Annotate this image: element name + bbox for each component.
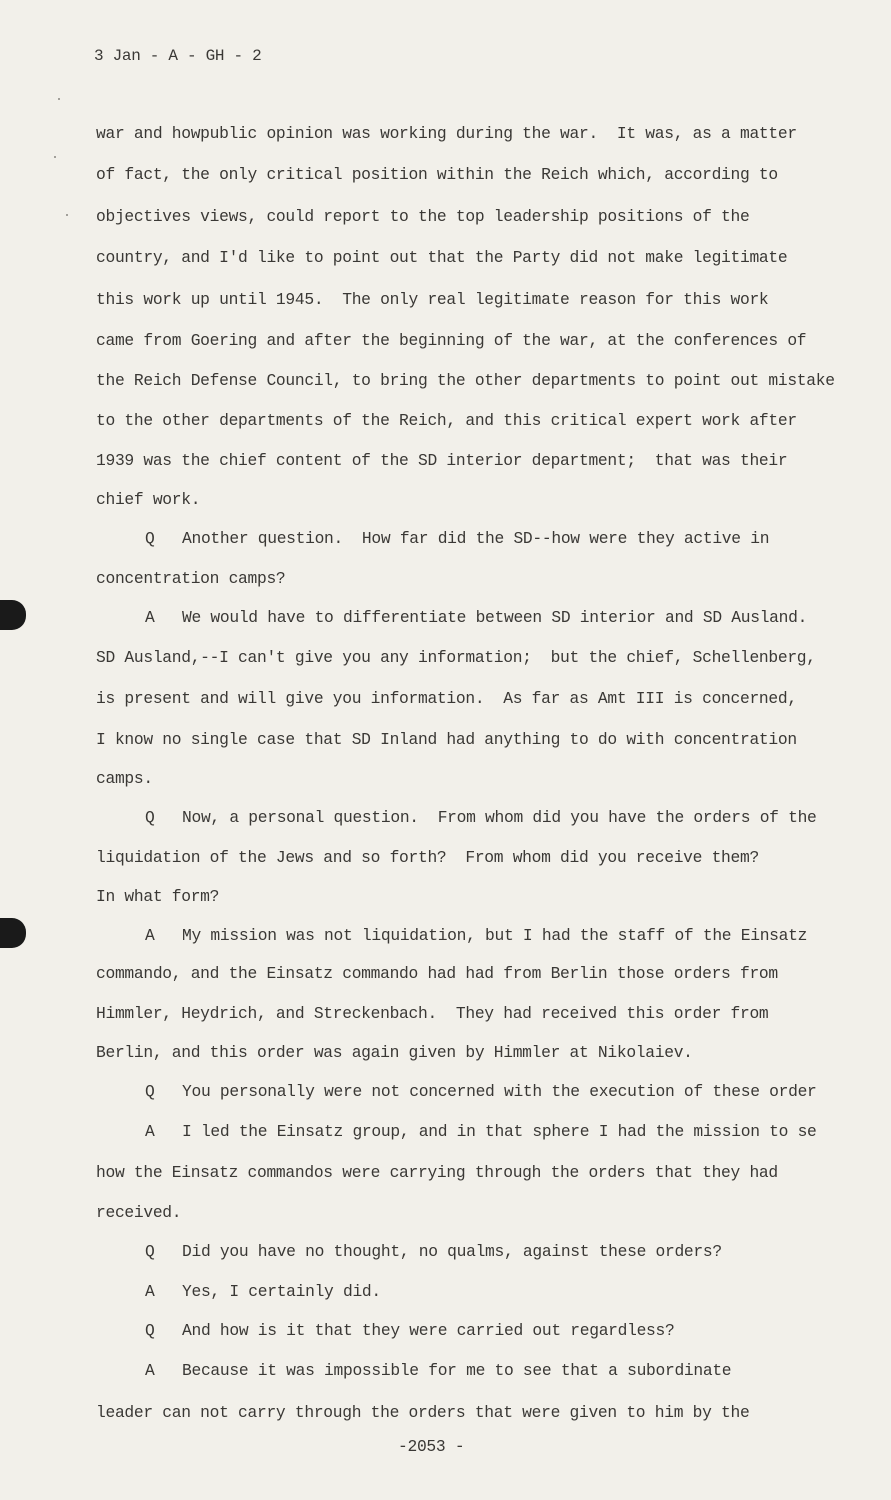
punch-hole: [0, 600, 26, 630]
answer-line: [145, 926, 807, 946]
speaker-label: A: [145, 1361, 155, 1380]
text-line: received.: [96, 1203, 182, 1222]
text-line: commando, and the Einsatz commando had had from Berlin those orders from: [96, 964, 778, 983]
text-line: how the Einsatz commandos were carrying through the orders that they had: [96, 1163, 778, 1182]
qa-text: Because it was impossible for me to see that a subordinate: [182, 1361, 732, 1380]
qa-text: You personally were not concerned with the execution of these order: [182, 1082, 817, 1101]
qa-text: Yes, I certainly did.: [182, 1282, 381, 1301]
text-line: I know no single case that SD Inland had anything to do with concentration: [96, 730, 797, 749]
speaker-label: A: [145, 608, 155, 627]
text-line: the Reich Defense Council, to bring the other departments to point out mistake: [96, 371, 835, 390]
qa-text: Now, a personal question. From whom did you have the orders of the: [182, 808, 817, 827]
answer-line: [145, 608, 807, 628]
paper-speck: [58, 98, 60, 100]
text-line: this work up until 1945. The only real legitimate reason for this work: [96, 290, 769, 309]
text-line: objectives views, could report to the top leadership positions of the: [96, 207, 750, 226]
page-number: -2053 -: [398, 1437, 465, 1456]
text-line: liquidation of the Jews and so forth? From whom did you receive them?: [96, 848, 759, 867]
question-line: [145, 808, 817, 828]
text-line: 1939 was the chief content of the SD interior department; that was their: [96, 451, 788, 470]
speaker-label: Q: [145, 1242, 155, 1261]
question-line: [145, 1242, 722, 1262]
question-line: [145, 1321, 674, 1341]
qa-text: Another question. How far did the SD--how were they active in: [182, 529, 770, 548]
text-line: In what form?: [96, 887, 220, 906]
qa-text: And how is it that they were carried out regardless?: [182, 1321, 675, 1340]
text-line: SD Ausland,--I can't give you any information; but the chief, Schellenberg,: [96, 648, 816, 667]
qa-text: Did you have no thought, no qualms, against these orders?: [182, 1242, 722, 1261]
qa-text: I led the Einsatz group, and in that sphere I had the mission to se: [182, 1122, 817, 1141]
speaker-label: A: [145, 1122, 155, 1141]
text-line: is present and will give you information. As far as Amt III is concerned,: [96, 689, 797, 708]
speaker-label: Q: [145, 808, 155, 827]
text-line: war and howpublic opinion was working during the war. It was, as a matter: [96, 124, 797, 143]
page-header: 3 Jan - A - GH - 2: [94, 47, 262, 65]
text-line: camps.: [96, 769, 153, 788]
qa-text: My mission was not liquidation, but I had the staff of the Einsatz: [182, 926, 808, 945]
qa-text: We would have to differentiate between SD interior and SD Ausland.: [182, 608, 808, 627]
paper-speck: [66, 214, 68, 216]
punch-hole: [0, 918, 26, 948]
paper-speck: [54, 156, 56, 158]
text-line: came from Goering and after the beginning of the war, at the conferences of: [96, 331, 807, 350]
speaker-label: A: [145, 1282, 155, 1301]
speaker-label: A: [145, 926, 155, 945]
speaker-label: Q: [145, 1082, 155, 1101]
text-line: Himmler, Heydrich, and Streckenbach. They had received this order from: [96, 1004, 769, 1023]
text-line: chief work.: [96, 490, 201, 509]
text-line: of fact, the only critical position within the Reich which, according to: [96, 165, 778, 184]
text-line: Berlin, and this order was again given by Himmler at Nikolaiev.: [96, 1043, 693, 1062]
answer-line: [145, 1122, 817, 1142]
answer-line: [145, 1282, 381, 1302]
text-line: country, and I'd like to point out that the Party did not make legitimate: [96, 248, 788, 267]
question-line: [145, 1082, 817, 1102]
speaker-label: Q: [145, 1321, 155, 1340]
text-line: to the other departments of the Reich, and this critical expert work after: [96, 411, 797, 430]
speaker-label: Q: [145, 529, 155, 548]
text-line: leader can not carry through the orders that were given to him by the: [96, 1403, 750, 1422]
answer-line: [145, 1361, 731, 1381]
question-line: [145, 529, 769, 549]
text-line: concentration camps?: [96, 569, 286, 588]
